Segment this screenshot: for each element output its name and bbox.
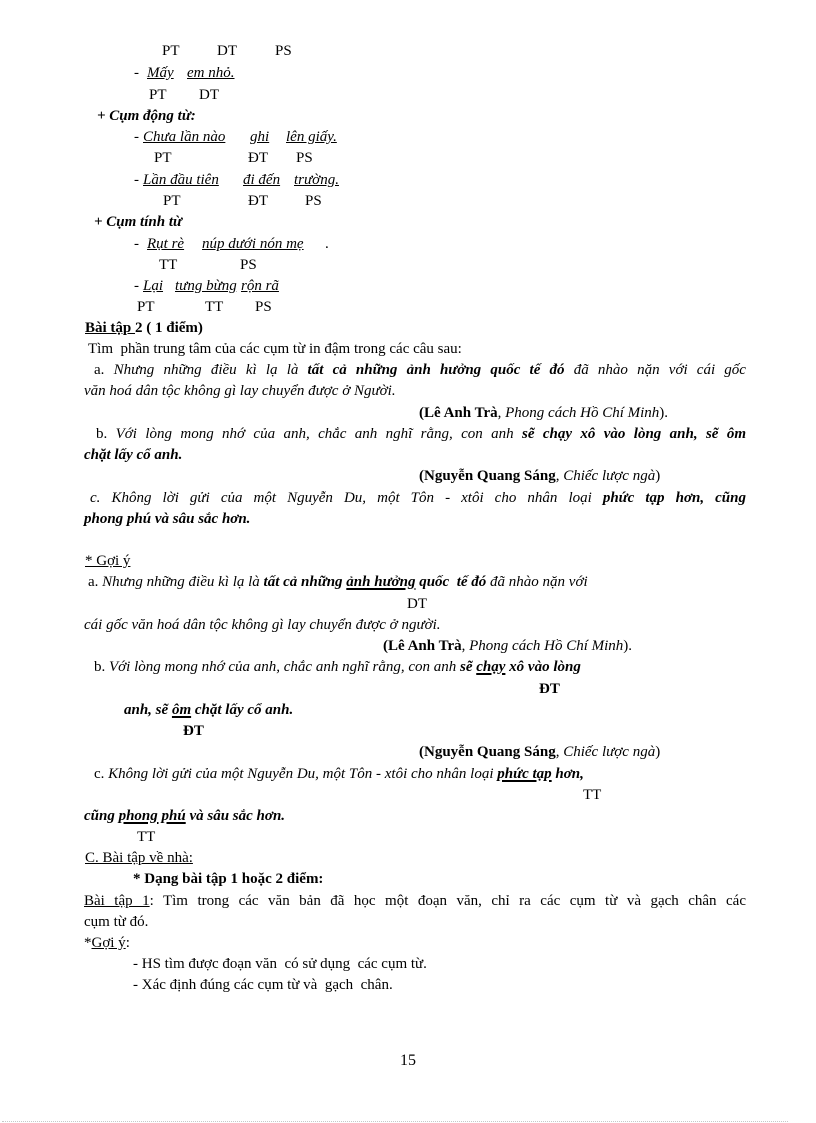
heading-underlined: Bài tập	[85, 320, 136, 336]
phrase-word: đi đến	[243, 172, 281, 188]
label-pt: PT	[163, 193, 181, 209]
label-pt: PT	[137, 299, 155, 315]
period: .	[325, 236, 329, 252]
heading-homework: C. Bài tập về nhà:	[85, 850, 193, 866]
bold-phrase: tất cả những ảnh hưởng quốc tế đó	[307, 362, 565, 378]
label-tt: TT	[159, 257, 178, 273]
sep: ,	[555, 468, 564, 484]
hint-a	[88, 573, 588, 591]
prefix: a.	[94, 362, 114, 378]
source-citation	[419, 743, 660, 761]
sentence-a-line2: văn hoá dân tộc không gì lay chuyển được ở Người.	[84, 383, 396, 399]
sep: ,	[497, 405, 506, 421]
label-ps: PS	[275, 43, 292, 59]
label-dt: ĐT	[539, 681, 560, 697]
sentence-b-line2: chặt lấy cổ anh.	[84, 447, 183, 463]
instruction: Tìm phần trung tâm của các cụm từ in đậm trong các câu sau:	[88, 341, 462, 357]
phrase-word: rộn rã	[241, 278, 279, 294]
sep: )	[655, 468, 661, 484]
hint-item: - Xác định đúng các cụm từ và gạch chân.	[133, 977, 393, 993]
prefix: c.	[90, 490, 112, 506]
page-number: 15	[400, 1052, 416, 1069]
exercise-text: : Tìm trong các văn bản đã học một đoạn văn, chỉ ra các cụm từ và gạch chân các	[149, 893, 746, 909]
bold-phrase: anh, sẽ	[124, 702, 172, 718]
sep: )	[655, 744, 661, 760]
prefix: a.	[88, 574, 103, 590]
hint-item: - HS tìm được đoạn văn có sử dụng các cụm từ.	[133, 956, 427, 972]
phrase-word: trường.	[294, 172, 339, 188]
colon: :	[125, 935, 130, 951]
phrase-word: Mấy	[147, 65, 174, 81]
dash: -	[134, 172, 139, 188]
label-ps: PS	[240, 257, 257, 273]
source-citation	[419, 467, 660, 485]
prefix: c.	[94, 766, 109, 782]
center-word: ảnh hưởng	[346, 574, 416, 590]
center-word: chạy	[476, 659, 506, 675]
sentence-c	[84, 488, 746, 509]
label-dt: ĐT	[248, 193, 268, 209]
bold-phrase: phức tạp hơn, cũng	[602, 490, 746, 506]
dash: -	[134, 65, 139, 81]
phrase-word: Rụt rè	[147, 236, 185, 252]
italic-text: đã nhào nặn với	[486, 574, 588, 590]
hint-c-line2	[84, 807, 285, 825]
phrase-word: em nhỏ.	[187, 65, 235, 81]
label-ps: PS	[305, 193, 322, 209]
heading-cum-tinh-tu: + Cụm tính từ	[94, 214, 182, 230]
exercise-1	[84, 891, 746, 912]
source-citation	[383, 637, 632, 655]
label-tt: TT	[137, 829, 156, 845]
prefix: b.	[94, 659, 109, 675]
italic-text: Với lòng mong nhớ của anh, chắc anh nghĩ rằng, con anh	[115, 426, 523, 442]
italic-text: đã nhào nặn với cái gốc	[564, 362, 746, 378]
center-word: phong phú	[118, 808, 186, 824]
sep: ).	[659, 405, 669, 421]
source-author: (Nguyễn Quang Sáng	[419, 468, 556, 484]
source-work: Phong cách Hồ Chí Minh	[469, 638, 624, 654]
italic-text: Nhưng những điều kì lạ là	[113, 362, 308, 378]
page-border-dotted	[2, 1121, 788, 1122]
hint-b	[94, 658, 581, 676]
phrase-word: Lần đầu tiên	[143, 172, 219, 188]
bold-phrase: chặt lấy cổ anh.	[191, 702, 294, 718]
prefix: b.	[96, 426, 116, 442]
exercise-label: Bài tập 1	[84, 893, 150, 909]
bold-phrase: và sâu sắc hơn.	[185, 808, 286, 824]
star: *	[84, 935, 92, 951]
heading-bai-tap-2	[85, 319, 203, 337]
dash: -	[134, 278, 139, 294]
source-work: Chiếc lược ngà	[563, 744, 656, 760]
label-dt: ĐT	[183, 723, 204, 739]
source-work: Phong cách Hồ Chí Minh	[505, 405, 660, 421]
center-word: ôm	[171, 702, 192, 718]
heading-rest: 2 ( 1 điểm)	[135, 320, 203, 336]
phrase-word: ghi	[250, 129, 270, 145]
bold-phrase: tất cả những	[263, 574, 347, 590]
source-author: (Lê Anh Trà	[419, 405, 498, 421]
phrase-word: tưng bừng	[175, 278, 237, 294]
source-citation	[419, 404, 668, 422]
sep: ,	[555, 744, 564, 760]
sentence-c-line2: phong phú và sâu sắc hơn.	[84, 511, 251, 527]
italic-text: Nhưng những điều kì lạ là	[102, 574, 264, 590]
bold-phrase: quốc tế đó	[415, 574, 487, 590]
bold-phrase: hơn,	[551, 766, 584, 782]
bold-phrase: sẽ	[459, 659, 477, 675]
center-word: phức tạp	[497, 766, 552, 782]
phrase-word: Lại	[143, 278, 164, 294]
italic-text: Không lời gửi của một Nguyễn Du, một Tôn - xtôi cho nhân loại	[111, 490, 603, 506]
dash: -	[134, 236, 139, 252]
bold-phrase: xô vào lòng	[505, 659, 581, 675]
italic-text: Với lòng mong nhớ của anh, chắc anh nghĩ rằng, con anh	[109, 659, 460, 675]
label-dt: ĐT	[248, 150, 268, 166]
phrase-word: Chưa lần nào	[143, 129, 226, 145]
phrase-word: lên giấy.	[286, 129, 337, 145]
hint-b-line2	[124, 701, 293, 719]
label-ps: PS	[255, 299, 272, 315]
label-dt: DT	[217, 43, 237, 59]
label-pt: PT	[149, 87, 167, 103]
sentence-b	[84, 424, 746, 445]
label-pt: PT	[154, 150, 172, 166]
phrase-word: núp dưới nón mẹ	[202, 236, 304, 252]
label-tt: TT	[583, 787, 602, 803]
sentence-a	[84, 360, 746, 381]
exercise-1-line2: cụm từ đó.	[84, 914, 149, 930]
italic-text: Không lời gửi của một Nguyễn Du, một Tôn - xtôi cho nhân loại	[108, 766, 498, 782]
label-dt: DT	[199, 87, 219, 103]
source-work: Chiếc lược ngà	[563, 468, 656, 484]
subheading-homework: * Dạng bài tập 1 hoặc 2 điểm:	[133, 871, 324, 887]
hint-heading	[84, 934, 130, 952]
label-ps: PS	[296, 150, 313, 166]
label-pt: PT	[162, 43, 180, 59]
dash: -	[134, 129, 139, 145]
sep: ).	[623, 638, 633, 654]
heading-goi-y: * Gợi ý	[85, 553, 131, 569]
label-tt: TT	[205, 299, 224, 315]
bold-phrase: sẽ chạy xô vào lòng anh, sẽ ôm	[522, 426, 747, 442]
source-author: (Lê Anh Trà	[383, 638, 462, 654]
hint-a-line2: cái gốc văn hoá dân tộc không gì lay chuyển được ở người.	[84, 617, 441, 633]
heading-cum-dong-tu: + Cụm động từ:	[97, 108, 196, 124]
hint-c	[94, 765, 584, 783]
bold-phrase: cũng	[84, 808, 119, 824]
hint-label: Gợi ý	[91, 935, 126, 951]
sep: ,	[461, 638, 470, 654]
label-dt: DT	[407, 596, 427, 612]
source-author: (Nguyễn Quang Sáng	[419, 744, 556, 760]
